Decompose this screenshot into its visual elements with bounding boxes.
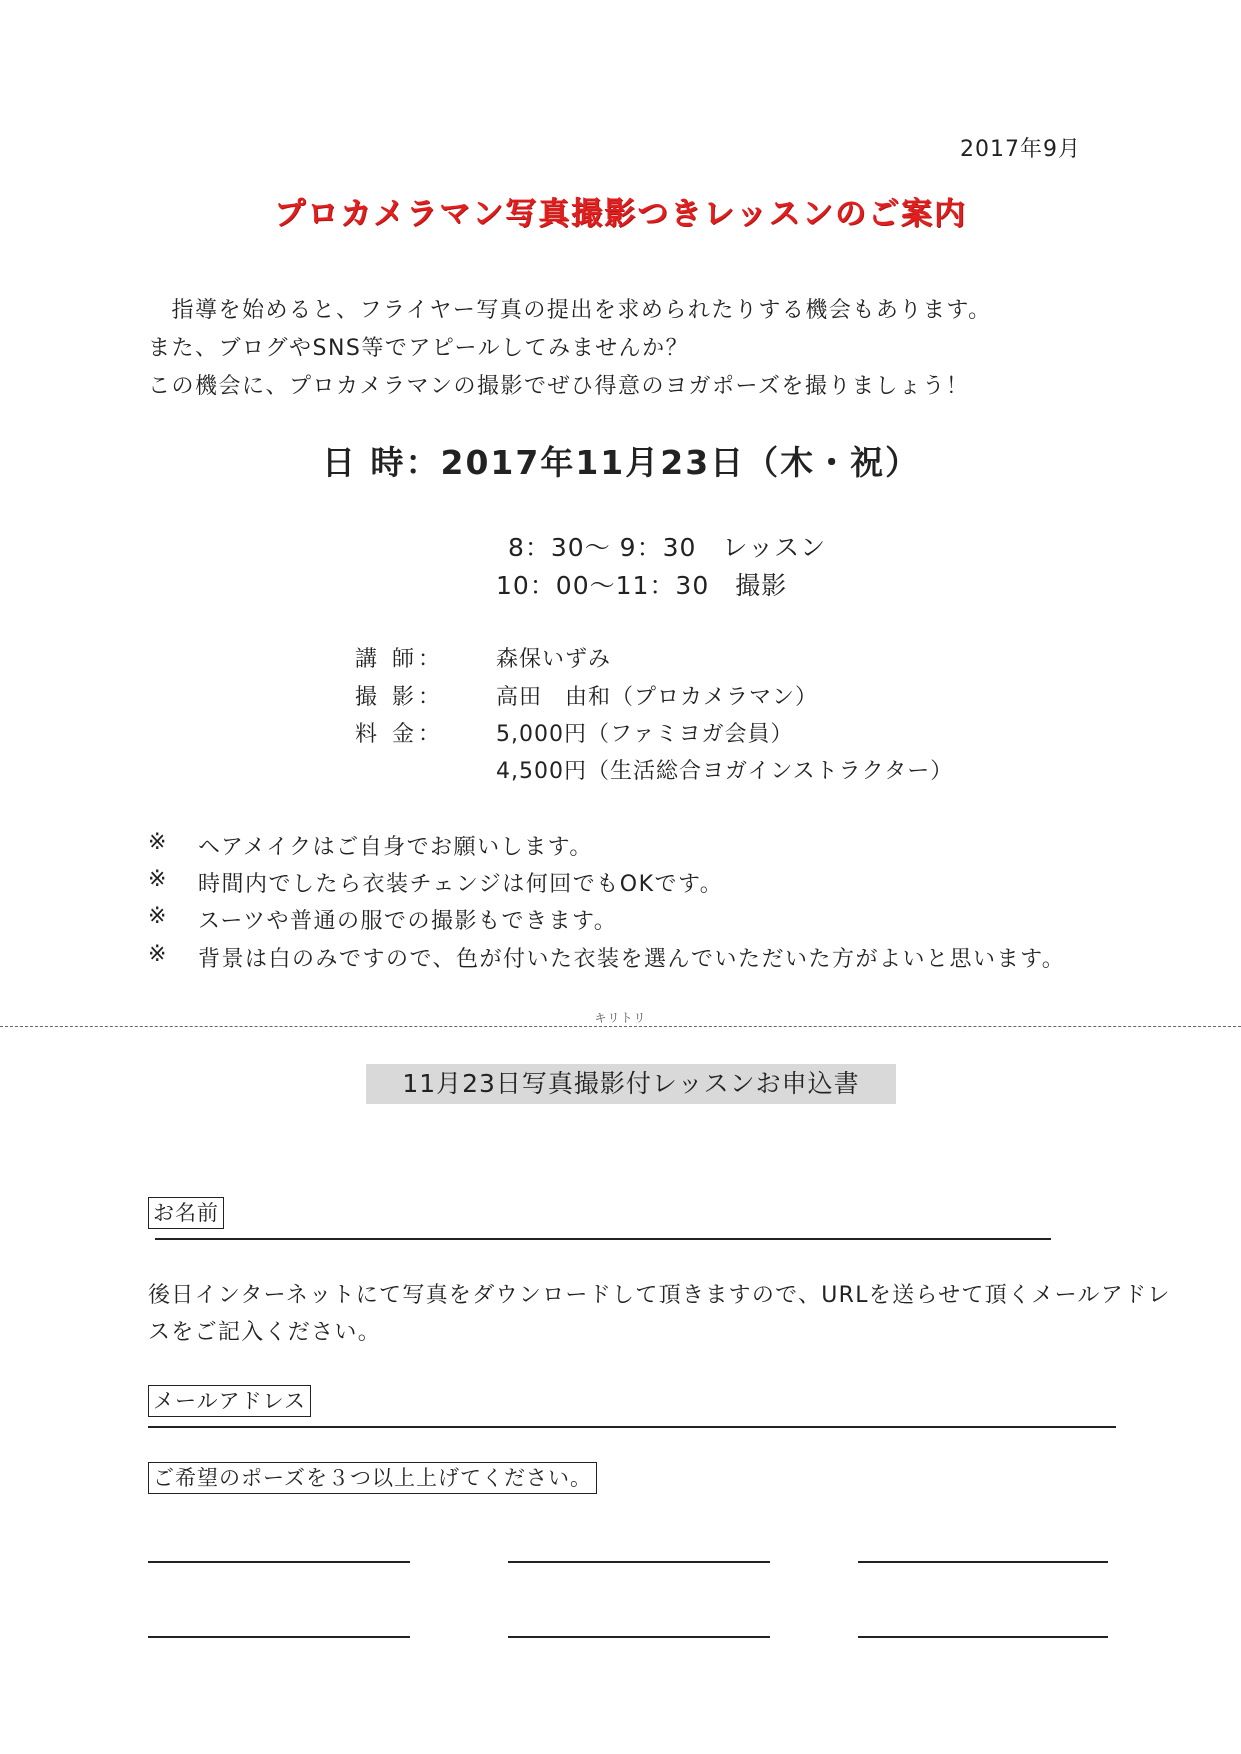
document-title: プロカメラマン写真撮影つきレッスンのご案内 [274, 196, 967, 232]
intro-line-3: この機会に、プロカメラマンの撮影でぜひ得意のヨガポーズを撮りましょう！ [148, 374, 970, 399]
note-mark: ※ [148, 904, 168, 929]
note-text: スーツや普通の服での撮影もできます。 [198, 909, 618, 934]
cut-line [0, 1026, 1241, 1027]
poses-label: ご希望のポーズを３つ以上上げてください。 [148, 1462, 597, 1494]
intro-line-2: また、ブログやSNS等でアピールしてみませんか？ [148, 336, 690, 361]
pose-field-line[interactable] [508, 1636, 770, 1638]
note-item [0, 942, 1241, 972]
instructor-name: 森保いずみ [496, 647, 612, 672]
note-text: ヘアメイクはご自身でお願いします。 [198, 835, 593, 860]
note-item [0, 904, 1241, 934]
note-text: 時間内でしたら衣装チェンジは何回でもOKです。 [198, 872, 724, 897]
note-mark: ※ [148, 830, 168, 855]
fee-label: 料 金： [355, 722, 444, 747]
note-mark: ※ [148, 867, 168, 892]
name-field-line[interactable] [155, 1238, 1051, 1240]
pose-field-line[interactable] [148, 1636, 410, 1638]
fee-member: 5,000円（ファミヨガ会員） [496, 722, 794, 747]
photographer-label: 撮 影： [355, 685, 444, 710]
pose-field-line[interactable] [858, 1561, 1108, 1563]
note-text: 背景は白のみですので、色が付いた衣装を選んでいただいた方がよいと思います。 [198, 947, 1066, 972]
pose-field-line[interactable] [858, 1636, 1108, 1638]
cut-label-wrap [0, 1009, 1241, 1026]
fee-instructor: 4,500円（生活総合ヨガインストラクター） [496, 759, 954, 784]
schedule-lesson: 8：30～ 9：30 レッスン [508, 533, 827, 562]
email-note-line-2: スをご記入ください。 [148, 1320, 382, 1345]
email-note-line-1: 後日インターネットにて写真をダウンロードして頂きますので、URLを送らせて頂くメールアドレ [148, 1283, 1171, 1308]
form-title: 11月23日写真撮影付レッスンお申込書 [366, 1064, 896, 1104]
schedule-photo: 10：00～11：30 撮影 [496, 571, 788, 600]
note-item [0, 830, 1241, 860]
email-field-line[interactable] [148, 1426, 1116, 1428]
name-label: お名前 [148, 1197, 224, 1229]
intro-line-1: 指導を始めると、フライヤー写真の提出を求められたりする機会もあります。 [148, 298, 992, 323]
email-label: メールアドレス [148, 1385, 311, 1417]
instructor-label: 講 師： [355, 647, 444, 672]
document-date: 2017年9月 [960, 137, 1081, 162]
photographer-name: 高田 由和（プロカメラマン） [496, 685, 819, 710]
note-item [0, 867, 1241, 897]
note-mark: ※ [148, 942, 168, 967]
pose-field-line[interactable] [148, 1561, 410, 1563]
pose-field-line[interactable] [508, 1561, 770, 1563]
event-datetime: 日 時：2017年11月23日（木・祝） [322, 443, 921, 482]
cut-label: キリトリ [588, 1011, 652, 1025]
